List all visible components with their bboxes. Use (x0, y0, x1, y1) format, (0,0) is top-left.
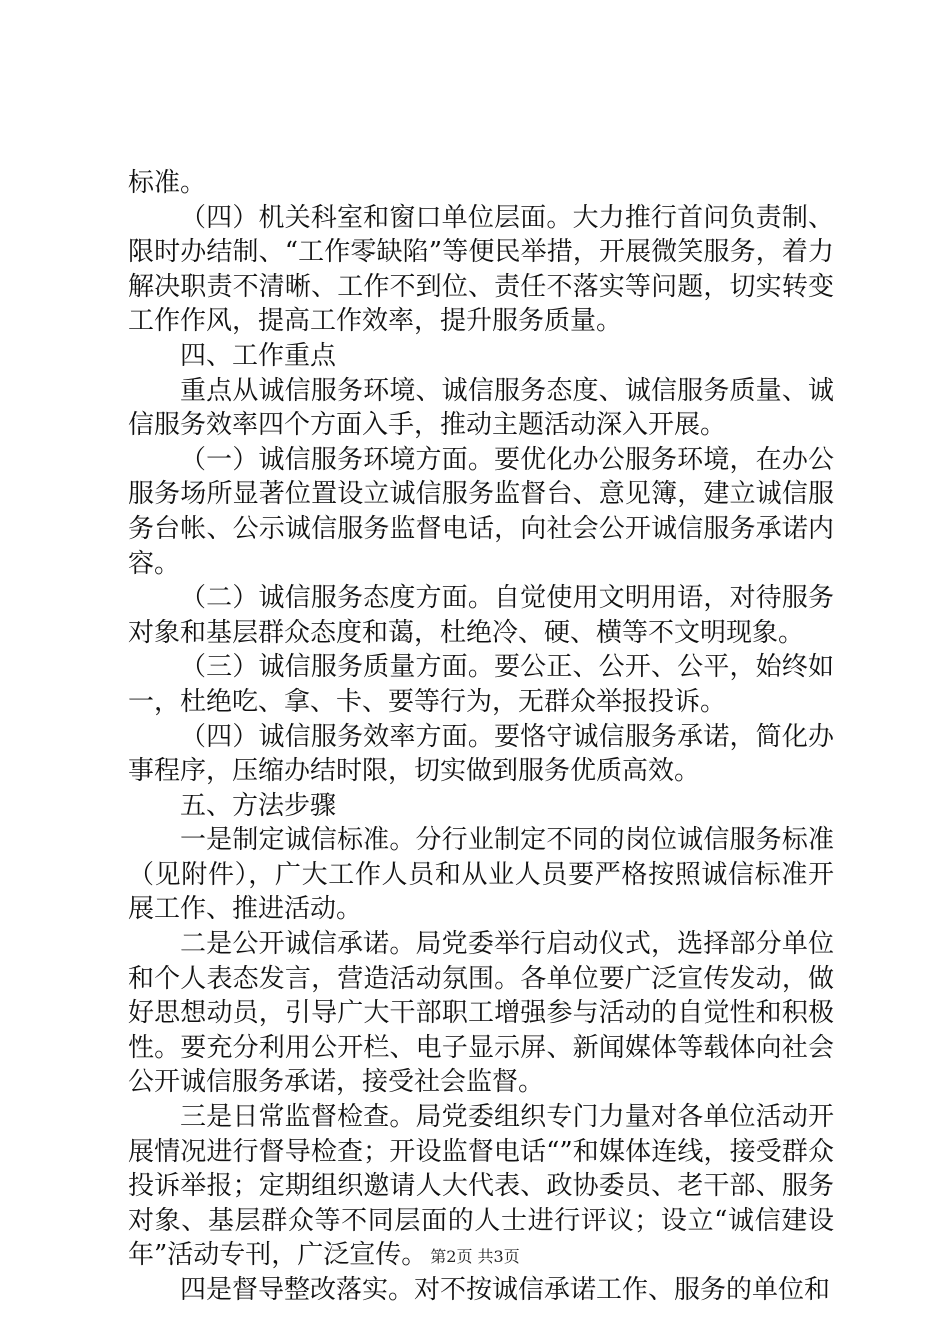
paragraph-focus-intro: 重点从诚信服务环境、诚信服务态度、诚信服务质量、诚信服务效率四个方面入手，推动主题活动深入开展。 (128, 375, 834, 441)
document-body (128, 166, 834, 1308)
paragraph-service-efficiency: （四）诚信服务效率方面。要恪守诚信服务承诺，简化办事程序，压缩办结时限，切实做到服务优质高效。 (128, 721, 834, 787)
paragraph-organ-level: （四）机关科室和窗口单位层面。大力推行首问负责制、限时办结制、“工作零缺陷”等便民举措，开展微笑服务，着力解决职责不清晰、工作不到位、责任不落实等问题，切实转变工作作风，提高工作效率，提升服务质量。 (128, 202, 834, 337)
paragraph-continuation: 标准。 (128, 168, 207, 198)
page-number-label: 第2页 共3页 (430, 1247, 520, 1266)
paragraph-step-one: 一是制定诚信标准。分行业制定不同的岗位诚信服务标准（见附件），广大工作人员和从业人员要严格按照诚信标准开展工作、推进活动。 (128, 825, 834, 925)
paragraph-service-quality: （三）诚信服务质量方面。要公正、公开、公平，始终如一，杜绝吃、拿、卡、要等行为，无群众举报投诉。 (128, 652, 834, 717)
section-heading-methods: 五、方法步骤 (180, 790, 337, 821)
section-heading-work-focus: 四、工作重点 (180, 340, 337, 371)
paragraph-step-three: 三是日常监督检查。局党委组织专门力量对各单位活动开展情况进行督导检查；开设监督电话“”和媒体连线，接受群众投诉举报；定期组织邀请人大代表、政协委员、老干部、服务对象、基层群众等不同层面的人士进行评议；设立“诚信建设年”活动专刊，广泛宣传。 (128, 1102, 834, 1271)
paragraph-service-environment: （一）诚信服务环境方面。要优化办公服务环境，在办公服务场所显著位置设立诚信服务监督台、意见簿，建立诚信服务台帐、公示诚信服务监督电话，向社会公开诚信服务承诺内容。 (128, 444, 834, 579)
page-footer (0, 1244, 950, 1267)
paragraph-step-four: 四是督导整改落实。对不按诚信承诺工作、服务的单位和 (180, 1275, 831, 1305)
paragraph-service-attitude: （二）诚信服务态度方面。自觉使用文明用语，对待服务对象和基层群众态度和蔼，杜绝冷、硬、横等不文明现象。 (128, 583, 834, 648)
paragraph-step-two: 二是公开诚信承诺。局党委举行启动仪式，选择部分单位和个人表态发言，营造活动氛围。各单位要广泛宣传发动，做好思想动员，引导广大干部职工增强参与活动的自觉性和积极性。要充分利用公开栏、电子显示屏、新闻媒体等载体向社会公开诚信服务承诺，接受社会监督。 (128, 929, 834, 1098)
